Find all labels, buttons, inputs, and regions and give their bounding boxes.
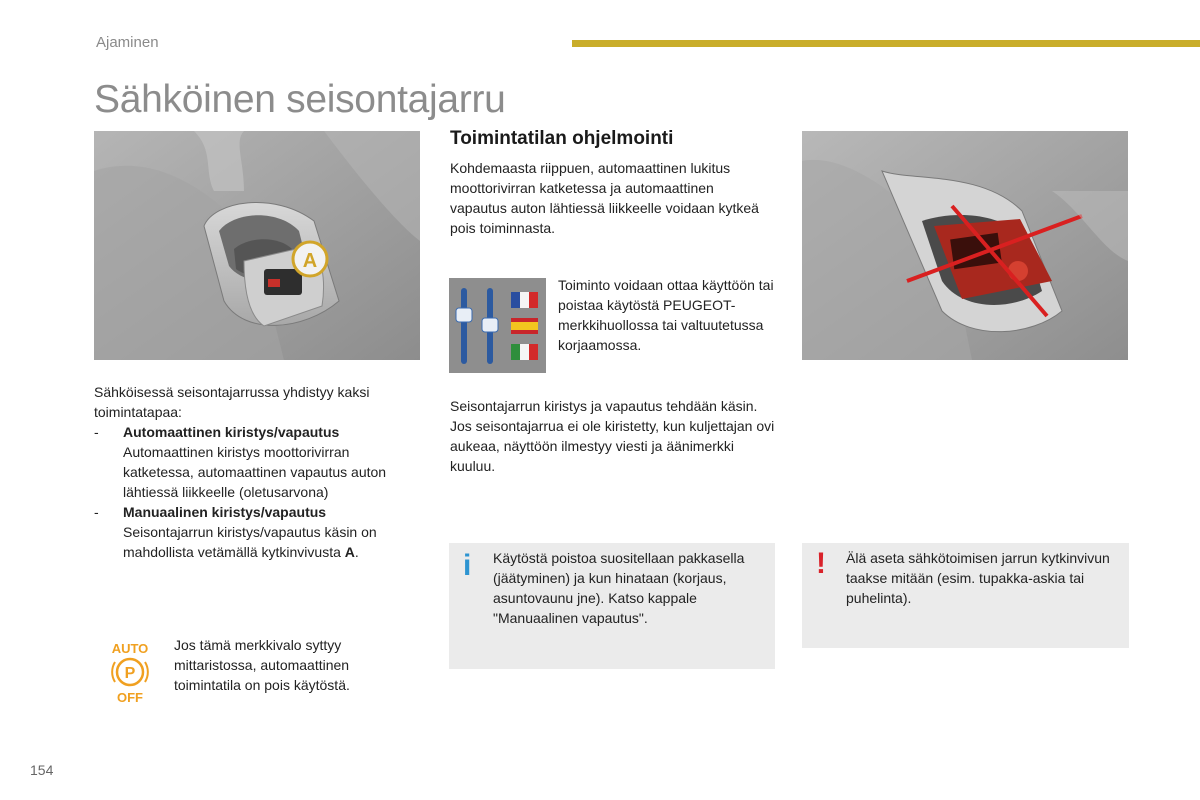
bullet-dash: -	[94, 504, 99, 520]
info-text: Käytöstä poistoa suositellaan pakkasella (jäätyminen) ja kun hinataan (korjaus, asuntovaunu jne). Katso kappale "Manuaalinen vapautus".	[493, 550, 745, 626]
auto-icon-top: AUTO	[111, 641, 149, 656]
mode-manual	[94, 502, 424, 562]
switch-reference: A	[344, 544, 355, 560]
mode-heading: Manuaalinen kiristys/vapautus	[123, 504, 327, 520]
parking-brake-switch-illustration	[94, 131, 420, 360]
dealer-config-text: Toiminto voidaan ottaa käyttöön tai poistaa käytöstä PEUGEOT-merkkihuollossa tai valtuutetussa korjaamossa.	[558, 277, 774, 353]
auto-icon-center: P	[124, 665, 136, 682]
info-box	[449, 543, 775, 669]
section-label: Ajaminen	[96, 34, 159, 51]
mode-description-text: Seisontajarrun kiristys/vapautus käsin on mahdollista vetämällä kytkinvivusta	[123, 524, 377, 560]
programming-intro: Kohdemaasta riippuen, automaattinen lukitus moottorivirran katketessa ja automaattinen vapautus auton lähtiessä liikkeelle voidaan kytkeä pois toiminnasta.	[450, 160, 759, 236]
info-icon: i	[463, 549, 472, 582]
header-rule	[572, 40, 1200, 47]
flag-spain	[511, 318, 538, 334]
auto-p-off-icon	[104, 640, 156, 704]
page-title: Sähköinen seisontajarru	[94, 78, 506, 121]
mode-description-tail: .	[354, 544, 359, 560]
mode-description: Automaattinen kiristys moottorivirran katketessa, automaattinen vapautus auton lähtiessä liikkeelle (oletusarvona)	[123, 444, 387, 500]
bullet-dash: -	[94, 424, 99, 440]
flag-italy	[511, 344, 538, 360]
warning-icon: !	[816, 547, 826, 580]
auto-icon-bottom: OFF	[117, 690, 143, 704]
auto-lamp-text: Jos tämä merkkivalo syttyy mittaristossa, automaattinen toimintatila on pois käytöstä.	[174, 637, 350, 693]
page-number: 154	[30, 762, 54, 778]
section-heading: Toimintatilan ohjelmointi	[450, 128, 674, 149]
warning-box	[802, 543, 1129, 648]
prohibited-object-illustration	[802, 131, 1128, 360]
mode-heading: Automaattinen kiristys/vapautus	[123, 424, 340, 440]
flag-france	[511, 292, 538, 308]
country-config-illustration	[449, 278, 546, 373]
mode-description	[94, 522, 424, 562]
operating-modes	[94, 382, 424, 562]
callout-a: A	[302, 250, 318, 272]
modes-intro: Sähköisessä seisontajarrussa yhdistyy kaksi toimintatapaa:	[94, 384, 370, 420]
manual-operation-text: Seisontajarrun kiristys ja vapautus tehdään käsin. Jos seisontajarrua ei ole kiristetty, kun kuljettajan ovi aukeaa, näyttöön ilmestyy viesti ja äänimerkki kuuluu.	[450, 398, 775, 474]
mode-automatic	[94, 422, 424, 502]
warning-text: Älä aseta sähkötoimisen jarrun kytkinvivun taakse mitään (esim. tupakka-askia tai puhelinta).	[846, 550, 1110, 606]
